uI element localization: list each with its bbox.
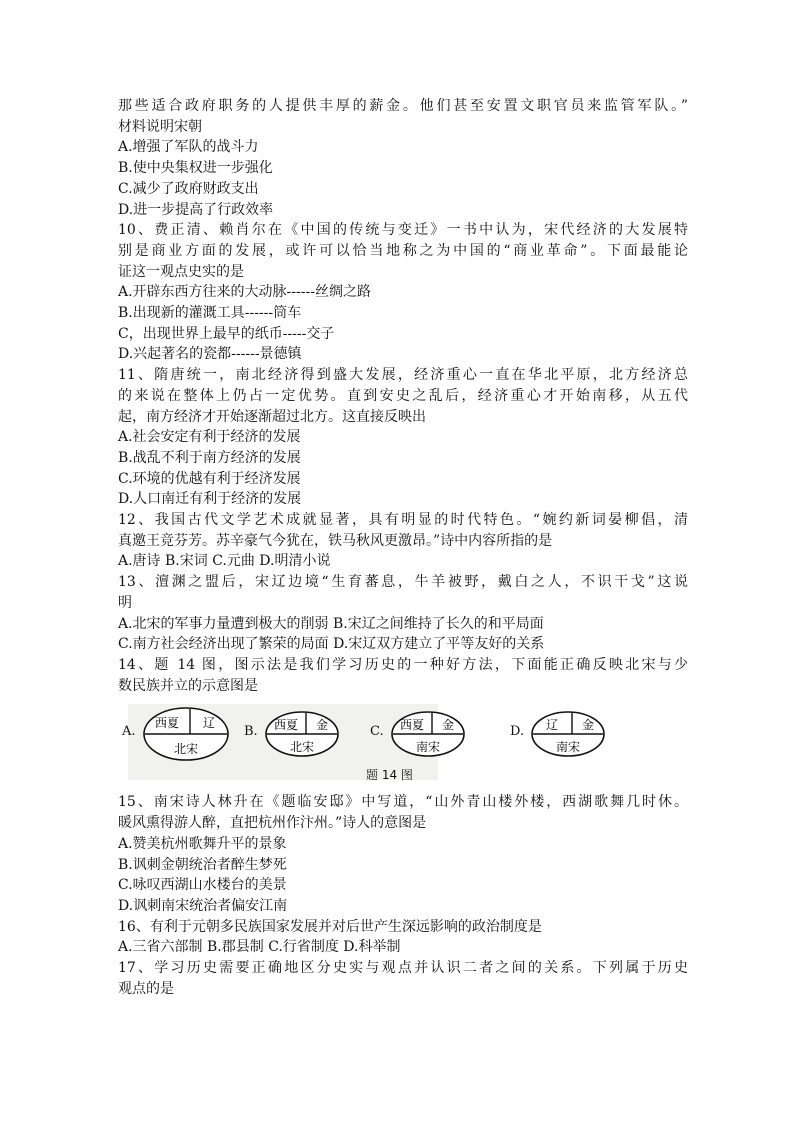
text-line: D.人口南迁有利于经济的发展	[118, 491, 302, 508]
text-line: B.战乱不利于南方经济的发展	[118, 449, 301, 466]
text-line: 16、有利于元朝多民族国家发展并对后世产生深远影响的政治制度是	[118, 918, 542, 935]
territory-oval	[530, 710, 606, 758]
text-line: 17、学习历史需要正确地区分史实与观点并认识二者之间的关系。下列属于历史	[118, 960, 688, 977]
region-label-top-right: 辽	[202, 716, 216, 731]
text-line: 别是商业方面的发展，或许可以恰当地称之为中国的“商业革命”。下面最能论	[118, 242, 688, 259]
text-line: 12、我国古代文学艺术成就显著，具有明显的时代特色。“婉约新词晏柳倡，清	[118, 512, 688, 529]
text-line: C，出现世界上最早的纸币-----交子	[118, 325, 335, 342]
text-line: 暖风熏得游人醉，直把杭州作汴州。”诗人的意图是	[118, 815, 427, 832]
region-label-bottom: 南宋	[415, 740, 441, 755]
text-line: 那些适合政府职务的人提供丰厚的薪金。他们甚至安置文职官员来监管军队。”	[118, 98, 688, 114]
text-line: A.增强了军队的战斗力	[118, 139, 259, 156]
text-block-1	[118, 96, 688, 696]
text-line: D.讽刺南宋统治者偏安江南	[118, 897, 288, 914]
text-line: A.北宋的军事力量遭到极大的削弱 B.宋辽之间维持了长久的和平局面	[118, 615, 544, 632]
text-line: B.使中央集权进一步强化	[118, 160, 273, 177]
text-line: 材料说明宋朝	[118, 118, 202, 135]
text-line: A.唐诗 B.宋词 C.元曲 D.明清小说	[118, 553, 331, 570]
text-line: C.咏叹西湖山水楼台的美景	[118, 877, 287, 894]
territory-oval	[390, 710, 466, 758]
text-line: 证这一观点史实的是	[118, 263, 244, 280]
text-block-2	[118, 792, 688, 999]
option-letter: D.	[510, 724, 525, 740]
figure-caption: 题 14 图	[366, 768, 413, 783]
region-label-top-left: 辽	[545, 718, 559, 733]
option-letter: C.	[370, 724, 384, 740]
text-line: C.环境的优越有利于经济发展	[118, 470, 301, 487]
region-label-top-right: 金	[441, 718, 455, 733]
region-label-top-left: 西夏	[399, 718, 425, 733]
text-line: 14、题 14 图，图示法是我们学习历史的一种好方法，下面能正确反映北宋与少	[118, 656, 688, 673]
document-page	[118, 96, 688, 999]
text-line: 13、澶渊之盟后，宋辽边境“生育蕃息，牛羊被野，戴白之人，不识干戈”这说	[118, 574, 688, 591]
text-line: 真邀王竞芬芳。苏辛豪气今犹在，铁马秋风更激昂。”诗中内容所指的是	[118, 532, 553, 549]
text-line: 11、隋唐统一，南北经济得到盛大发展，经济重心一直在华北平原，北方经济总	[118, 367, 688, 384]
territory-oval	[142, 706, 230, 762]
region-label-bottom: 北宋	[289, 740, 315, 755]
region-label-top-right: 金	[315, 718, 329, 733]
text-line: B.出现新的灌溉工具------筒车	[118, 305, 302, 322]
text-line: 起，南方经济才开始逐渐超过北方。这直接反映出	[118, 408, 426, 425]
region-label-top-right: 金	[581, 718, 595, 733]
text-line: 明	[118, 594, 132, 611]
text-line: A.赞美杭州歌舞升平的景象	[118, 835, 287, 852]
text-line: D.兴起著名的瓷都------景德镇	[118, 346, 302, 363]
text-line: C.南方社会经济出现了繁荣的局面 D.宋辽双方建立了平等友好的关系	[118, 636, 545, 653]
text-line: D.进一步提高了行政效率	[118, 201, 274, 218]
text-line: A.三省六部制 B.郡县制 C.行省制度 D.科举制	[118, 939, 401, 956]
figure-option	[244, 706, 364, 776]
region-label-top-left: 西夏	[273, 718, 299, 733]
text-line: A.社会安定有利于经济的发展	[118, 429, 301, 446]
region-label-bottom: 南宋	[555, 740, 581, 755]
option-letter: A.	[122, 724, 136, 740]
figure-option	[510, 706, 630, 776]
figure-option	[122, 706, 242, 776]
region-label-top-left: 西夏	[154, 716, 180, 731]
text-line: 观点的是	[118, 980, 174, 997]
text-line: B.讽刺金朝统治者醉生梦死	[118, 856, 287, 873]
option-letter: B.	[244, 724, 258, 740]
text-line: 的来说在整体上仍占一定优势。直到安史之乱后，经济重心才开始南移，从五代	[118, 387, 688, 404]
territory-oval	[264, 710, 340, 758]
region-label-bottom: 北宋	[173, 742, 199, 757]
text-line: C.减少了政府财政支出	[118, 180, 259, 197]
text-line: A.开辟东西方往来的大动脉------丝绸之路	[118, 284, 371, 301]
figure-14	[118, 700, 688, 788]
text-line: 15、南宋诗人林升在《题临安邸》中写道，“山外青山楼外楼，西湖歌舞几时休。	[118, 794, 688, 811]
text-line: 10、费正清、赖肖尔在《中国的传统与变迁》一书中认为，宋代经济的大发展特	[118, 222, 688, 239]
text-line: 数民族并立的示意图是	[118, 677, 258, 694]
